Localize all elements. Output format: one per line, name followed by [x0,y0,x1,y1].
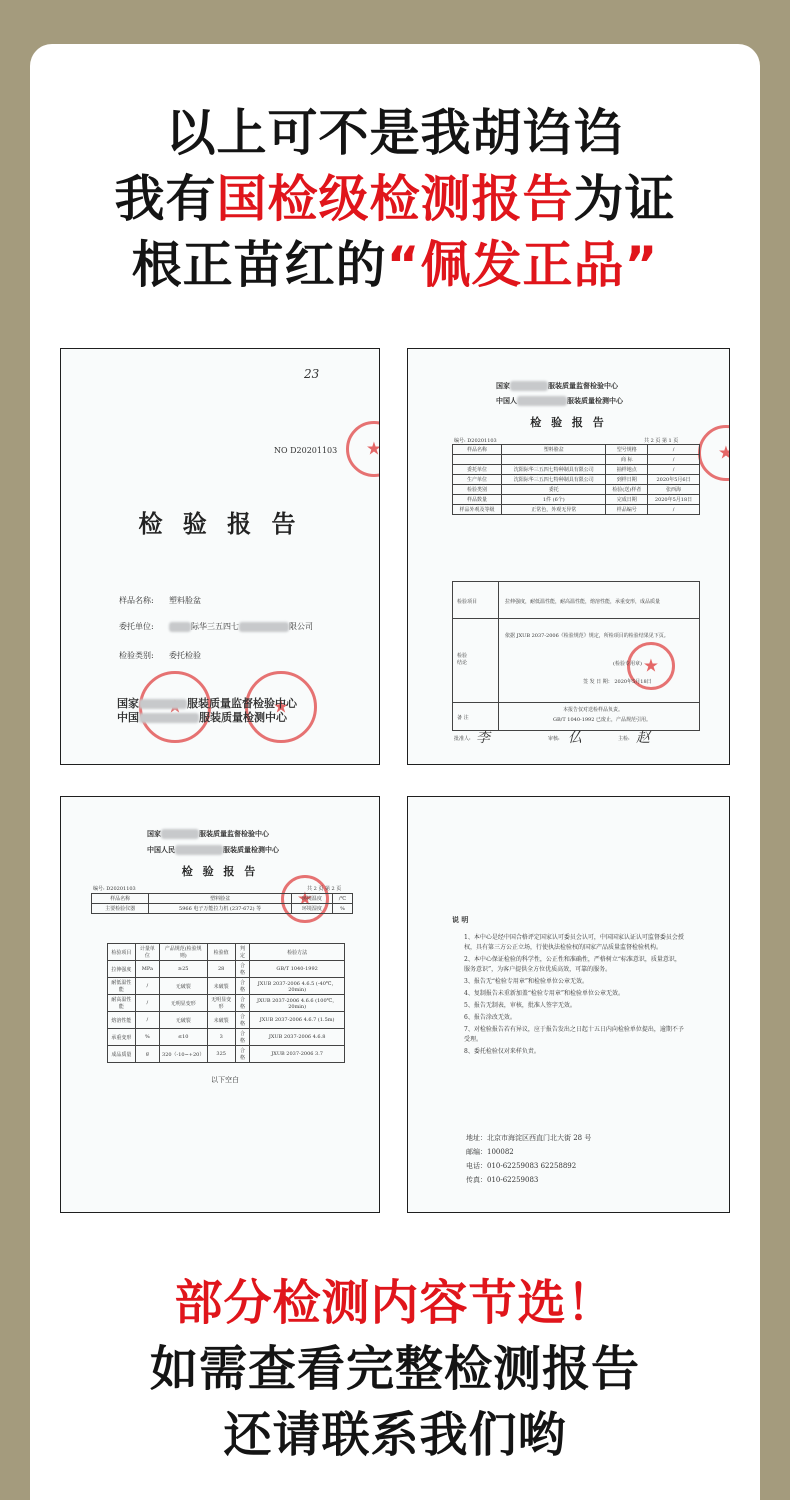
report-page-1-document [407,348,730,765]
table-cell: 耐低温性能 [108,978,136,995]
table-row [108,1046,345,1063]
client-value: 际华三五四七 限公司 [169,621,313,632]
table-cell: 到样日期 [606,475,648,485]
table-cell: 28 [207,961,235,978]
notes-list-item: 6、报告涂改无效。 [464,1014,516,1021]
table-cell: ≤10 [159,1029,207,1046]
table-cell: 样品外观及等级 [453,505,502,515]
headline-line-1: 以上可不是我胡诌诌 [165,104,625,162]
approver-label: 批准人: [454,736,471,742]
table-cell: / [648,465,700,475]
table-row [108,995,345,1012]
table-cell: 5966 电子万能拉力机 (237-672) 等 [149,904,292,914]
table-cell: % [135,1029,159,1046]
report-title: 检 验 报 告 [530,416,607,429]
table-header-row [108,944,345,961]
table-cell: 未破裂 [207,1012,235,1029]
reviewer-label: 审核: [548,736,560,742]
table-cell: 样品数量 [453,495,502,505]
report-number: 编号: D20201103 [93,886,136,892]
table-cell: 主要检验仪器 [92,904,149,914]
table-cell: 无明显变形 [207,995,235,1012]
table-row [453,505,700,515]
table-row [108,1012,345,1029]
table-cell: % [332,904,352,914]
table-cell: 委托 [502,485,606,495]
table-cell: 熔溶性能 [108,1012,136,1029]
table-cell: 2020年5月18日 [648,495,700,505]
footer-line-3: 还请联系我们哟 [223,1407,567,1463]
page-indicator: 共 2 页 第 1 页 [644,438,679,444]
table-row [453,485,700,495]
test-results-table [107,943,345,1063]
table-cell: 合格 [235,995,249,1012]
table-cell [453,455,502,465]
issue-date: 签 发 日 期： 2020年5月18日 [583,679,652,685]
issuing-org-2: 中国 服装质量检测中心 [117,711,287,724]
footer-line-2: 如需查看完整检测报告 [149,1341,640,1397]
table-cell: JXUB 2037-2006 4.6.8 [250,1029,345,1046]
table-row [453,455,700,465]
red-seal-stamp [698,425,730,481]
table-cell: 塑料脸盆 [149,894,292,904]
table-cell: 合格 [235,1012,249,1029]
main-inspector-signature: 赵 [636,730,650,746]
table-cell: / [648,445,700,455]
table-cell: 无破裂 [159,978,207,995]
approver-signature: 李 [476,730,490,746]
phone-line: 电话：010-62259083 62258892 [466,1162,577,1170]
table-cell: 拉伸强度 [108,961,136,978]
notes-list-item: 1、本中心是经中国合格评定国家认可委员会认可，中国国家认证认可监督委员会授权，具有第三方公正立场，行使执法检验权的国家产品质量监督检验机构。 [464,934,684,951]
report-number: NO D20201103 [274,446,338,455]
table-cell: / [648,505,700,515]
table-row [453,475,700,485]
table-cell: 检验(送)样者 [606,485,648,495]
fax-line: 传真：010-62259083 [466,1176,539,1184]
conclusion-label: 检验结论 [457,653,468,666]
red-seal-stamp [346,421,380,477]
table-cell: 2020年5月6日 [648,475,700,485]
remark-label: 备 注 [457,715,469,721]
table-cell: 合格 [235,1046,249,1063]
blank-below-note: 以下空白 [211,1076,239,1084]
report-info-table [452,444,700,515]
table-cell: 无破裂 [159,1012,207,1029]
table-cell: JXUB 2037-2006 3.7 [250,1046,345,1063]
headline-line-2: 我有国检级检测报告为证 [114,170,676,228]
table-cell: 正常色，外观无异常 [502,505,606,515]
issuing-org-1: 国家 服装质量监督检验中心 [147,829,269,838]
sample-name-value: 塑料脸盆 [169,596,201,605]
table-cell: 完成日期 [606,495,648,505]
table-cell: 成品质量 [108,1046,136,1063]
table-cell: 耐高温性能 [108,995,136,1012]
footer-line-1: 部分检测内容节选！ [174,1275,616,1331]
remark-line-2: GB/T 1040-1992 已废止，产品规范引用。 [553,717,652,723]
table-cell: / [135,1012,159,1029]
column-header: 检验方法 [250,944,345,961]
test-items-value: 拉伸强度，耐低温性能，耐高温性能，熔溶性能，承重变形，成品质量 [505,599,661,605]
remark-line-1: 本报告仅对送检样品负责。 [563,707,624,713]
table-row [108,1029,345,1046]
report-number: 编号: D20201103 [454,438,497,444]
table-cell: 型号规格 [606,445,648,455]
table-cell: 沈阳际华三五四七特种制具有限公司 [502,475,606,485]
inspection-seal-text: (检验专用章) [613,661,642,667]
table-cell: 承重变形 [108,1029,136,1046]
report-notes-document [407,796,730,1213]
table-cell: GB/T 1040-1992 [250,961,345,978]
headline-highlight-genuine: 佩发正品 [420,236,625,294]
table-cell: 生产单位 [453,475,502,485]
table-cell: / [135,995,159,1012]
table-row [108,978,345,995]
table-cell: 环境温度 [291,894,332,904]
notes-list [464,933,686,1059]
table-cell: 样品名称 [92,894,149,904]
table-cell: / [648,455,700,465]
issuing-org-2: 中国人 服装质量检测中心 [496,396,623,405]
table-row [92,894,353,904]
table-cell: 无明显变形 [159,995,207,1012]
table-cell: 合格 [235,1029,249,1046]
table-cell: 325 [207,1046,235,1063]
notes-list-item: 3、报告无“检验专用章”和检验单位公章无效。 [464,978,588,985]
headline-highlight-report: 国检级检测报告 [216,170,574,228]
column-header: 计量单位 [135,944,159,961]
table-cell: JXUB 2037-2006 4.6.5 (-40℃，20min) [250,978,345,995]
table-row [108,961,345,978]
table-cell: 环境湿度 [291,904,332,914]
client-label: 委托单位: [119,622,154,631]
table-cell: 1件 (6个) [502,495,606,505]
notes-list-item: 5、报告无制表，审核，批准人签字无效。 [464,1002,576,1009]
report-cover-document [60,348,380,765]
table-cell: g [135,1046,159,1063]
issuing-org-2: 中国人民 服装质量检测中心 [147,845,279,854]
test-items-label: 检验项目 [457,599,478,605]
table-cell: / [135,978,159,995]
issuing-org-1: 国家 服装质量监督检验中心 [496,381,618,390]
table-cell [502,455,606,465]
inspection-type-label: 检验类别: [119,651,154,660]
column-header: 检验值 [207,944,235,961]
postcode-line: 邮编：100082 [466,1148,514,1156]
table-cell: 合格 [235,978,249,995]
table-cell: 合格 [235,961,249,978]
notes-list-item: 2、本中心保证检验的科学性，公正性和准确性，严格树立“标准意识，质量意识，服务意识”，为客户提供全方位优质高效，可靠的服务。 [464,956,681,973]
sample-name-label: 样品名称: [119,596,154,605]
table-cell: JXUB 2037-2006 4.6.7 (1.5m) [250,1012,345,1029]
table-cell: 3 [207,1029,235,1046]
table-cell: 沈阳际华三五四七特种制具有限公司 [502,465,606,475]
table-cell: 抽样地点 [606,465,648,475]
column-header: 检验项目 [108,944,136,961]
table-cell: 商 标 [606,455,648,465]
table-cell: 样品名称 [453,445,502,455]
column-header: 产品规范(检验规则) [159,944,207,961]
column-header: 判定 [235,944,249,961]
table-cell: /℃ [332,894,352,904]
table-row [453,445,700,455]
table-cell: ≥25 [159,961,207,978]
table-cell: JXUB 2037-2006 4.6.6 (100℃，20min) [250,995,345,1012]
table-cell: 检验类别 [453,485,502,495]
report-title: 检 验 报 告 [181,865,259,878]
notes-title: 说 明 [452,915,469,924]
table-cell: 塑料脸盆 [502,445,606,455]
table-row [453,465,700,475]
notes-list-item: 8、委托检验仅对来样负责。 [464,1048,540,1055]
handwritten-number: 23 [304,367,320,381]
inspection-type-value: 委托检验 [169,651,201,660]
table-cell: MPa [135,961,159,978]
table-cell: 委托单位 [453,465,502,475]
conclusion-text: 依据 JXUB 2037-2006《检验规范》规定，所检项目的检验结果见下页。 [505,633,669,639]
table-cell: 未破裂 [207,978,235,995]
table-cell: 样品编号 [606,505,648,515]
report-title: 检 验 报 告 [138,509,302,538]
notes-list-item: 7、对检验报告若有异议，应于报告发出之日起十五日内向检验单位提出，逾期不予受理。 [464,1026,684,1043]
sample-info-table [91,893,353,914]
report-page-2-document [60,796,380,1213]
page-indicator: 共 2 页 第 2 页 [307,886,342,892]
report-conclusion-block [452,581,700,731]
table-row [92,904,353,914]
headline-line-3: 根正苗红的“佩发正品” [131,236,659,294]
notes-list-item: 4、复制报告未重新加盖“检验专用章”和检验单位公章无效。 [464,990,624,997]
table-cell: 张西海 [648,485,700,495]
issuing-org-1: 国家 服装质量监督检验中心 [117,697,297,710]
table-row [453,495,700,505]
table-cell: 320（-10~+20） [159,1046,207,1063]
main-inspector-label: 主检: [618,736,630,742]
reviewer-signature: 仏 [568,730,582,746]
address-line: 地址：北京市海淀区西直门北大街 28 号 [466,1134,592,1142]
